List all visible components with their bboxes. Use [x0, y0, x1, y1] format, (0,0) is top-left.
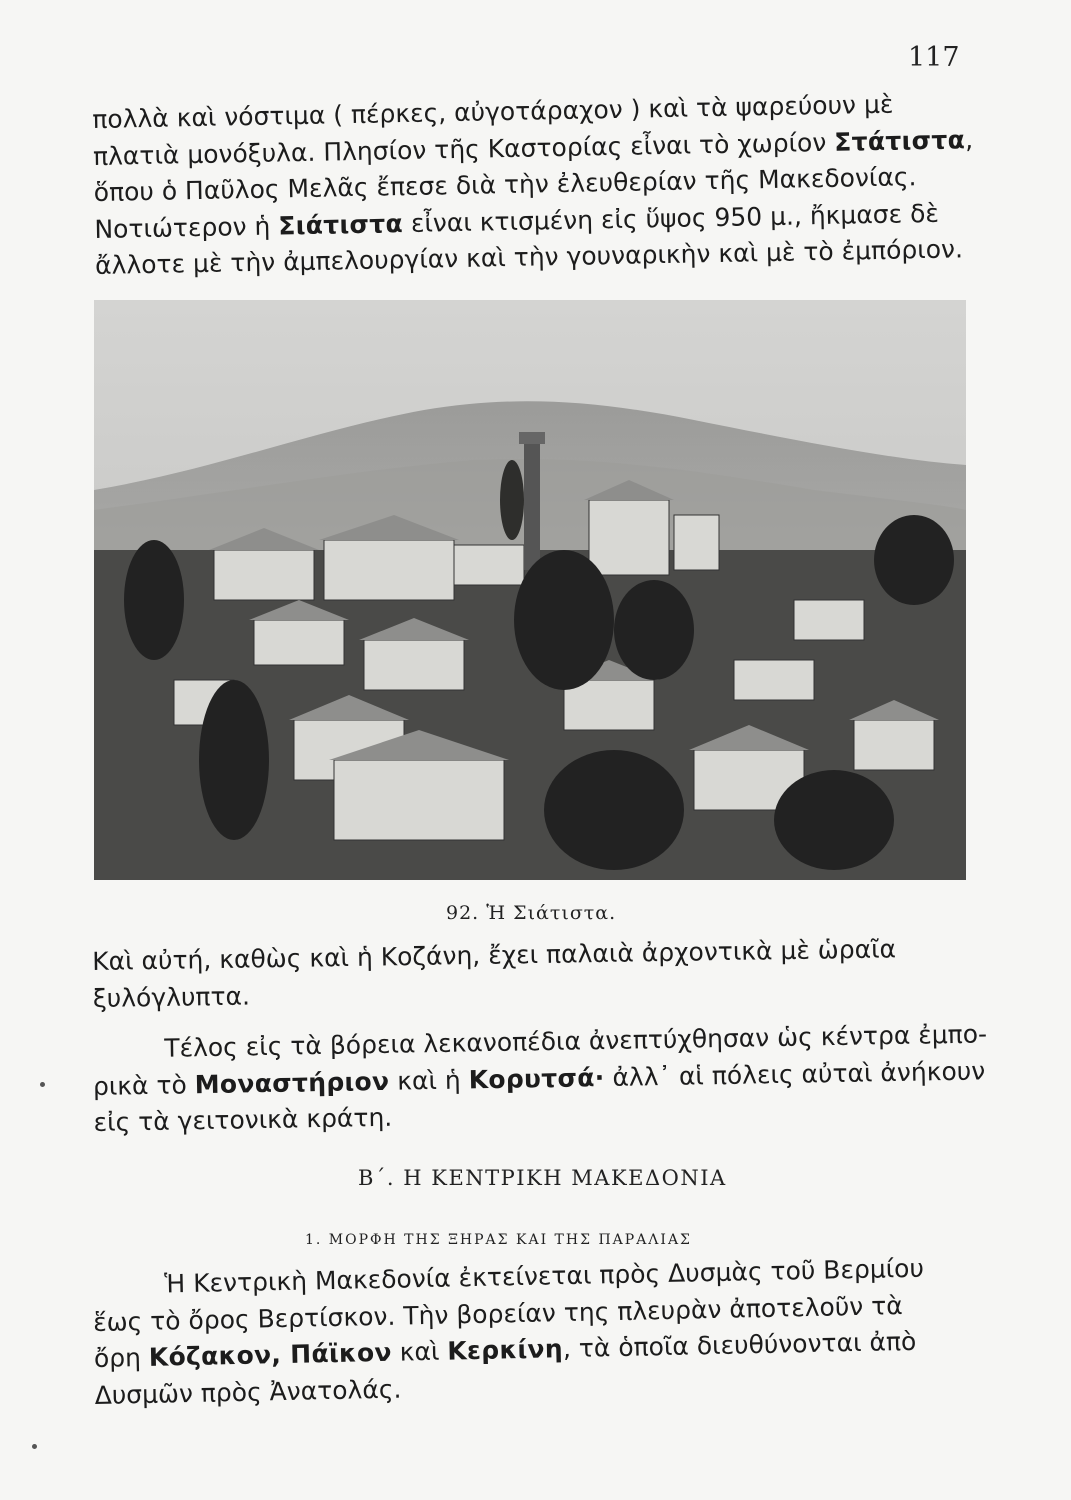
text-line: Καὶ αὐτή, καθὼς καὶ ἡ Κοζάνη, ἔχει παλαιὰ ἀρχοντικὰ μὲ ὡραῖα: [92, 934, 897, 976]
paper-speck: [40, 1082, 45, 1087]
mountain-name-kerkini: Κερκίνη: [447, 1334, 564, 1366]
text-line: ξυλόγλυπτα.: [92, 981, 251, 1013]
text-line: Τέλος εἰς τὰ βόρεια λεκανοπέδια ἀνεπτύχθησαν ὡς κέντρα ἐμπο-: [164, 1019, 988, 1063]
paragraph-kastoria-siatista: [92, 85, 975, 284]
text-line: πλατιὰ μονόξυλα. Πλησίον τῆς Καστορίας εἶναι τὸ χωρίον Στάτιστα,: [92, 124, 974, 171]
paragraph-central-macedonia: [92, 1250, 975, 1414]
text-line: πολλὰ καὶ νόστιμα ( πέρκες, αὐγοτάραχον ) καὶ τὰ ψαρεύουν μὲ: [92, 89, 894, 134]
text-line: ρικὰ τὸ Μοναστήριον καὶ ἡ Κορυτσά· ἀλλ᾽ αἱ πόλεις αὐταὶ ἀνήκουν: [92, 1055, 986, 1101]
text-line: εἰς τὰ γειτονικὰ κράτη.: [93, 1102, 393, 1137]
place-name-monastirion: Μοναστήριον: [194, 1066, 390, 1099]
place-name-statista: Στάτιστα: [833, 124, 966, 157]
place-name-korytsa: Κορυτσά·: [468, 1062, 605, 1094]
subsection-heading: 1. ΜΟΡΦΗ ΤΗΣ ΞΗΡΑΣ ΚΑΙ ΤΗΣ ΠΑΡΑΛΙΑΣ: [305, 1232, 692, 1248]
text-line: ὅπου ὁ Παῦλος Μελᾶς ἔπεσε διὰ τὴν ἐλευθερίαν τῆς Μακεδονίας.: [93, 162, 917, 207]
text-line: ὄρη Κόζακον, Πάϊκον καὶ Κερκίνη, τὰ ὁποῖα διευθύνονται ἀπὸ: [93, 1326, 917, 1373]
text-line: Νοτιώτερον ἡ Σιάτιστα εἶναι κτισμένη εἰς ὕψος 950 μ., ἤκμασε δὲ: [94, 198, 940, 244]
place-name-siatista: Σιάτιστα: [278, 208, 404, 240]
paragraph-kozani: [92, 930, 973, 1017]
text-line: Δυσμῶν πρὸς Ἀνατολάς.: [94, 1374, 402, 1410]
page-number: 117: [908, 42, 960, 73]
paper-speck: [32, 1444, 37, 1449]
photo-caption: 92. Ἡ Σιάτιστα.: [446, 902, 617, 924]
siatista-town-photo: [94, 300, 966, 880]
paragraph-monastir-korytsa: [92, 1017, 988, 1142]
text-line: ἄλλοτε μὲ τὴν ἀμπελουργίαν καὶ τὴν γουναρικὴν καὶ μὲ τὸ ἐμπόριον.: [94, 234, 964, 280]
mountain-names-kozakon-paikon: Κόζακον, Πάϊκον: [148, 1337, 393, 1372]
section-heading: Β΄. Η ΚΕΝΤΡΙΚΗ ΜΑΚΕΔΟΝΙΑ: [358, 1166, 727, 1190]
text-line: Ἡ Κεντρικὴ Μακεδονία ἐκτείνεται πρὸς Δυσμὰς τοῦ Βερμίου: [164, 1253, 925, 1299]
text-line: ἕως τὸ ὄρος Βερτίσκον. Τὴν βορείαν της πλευρὰν ἀποτελοῦν τὰ: [92, 1290, 903, 1337]
